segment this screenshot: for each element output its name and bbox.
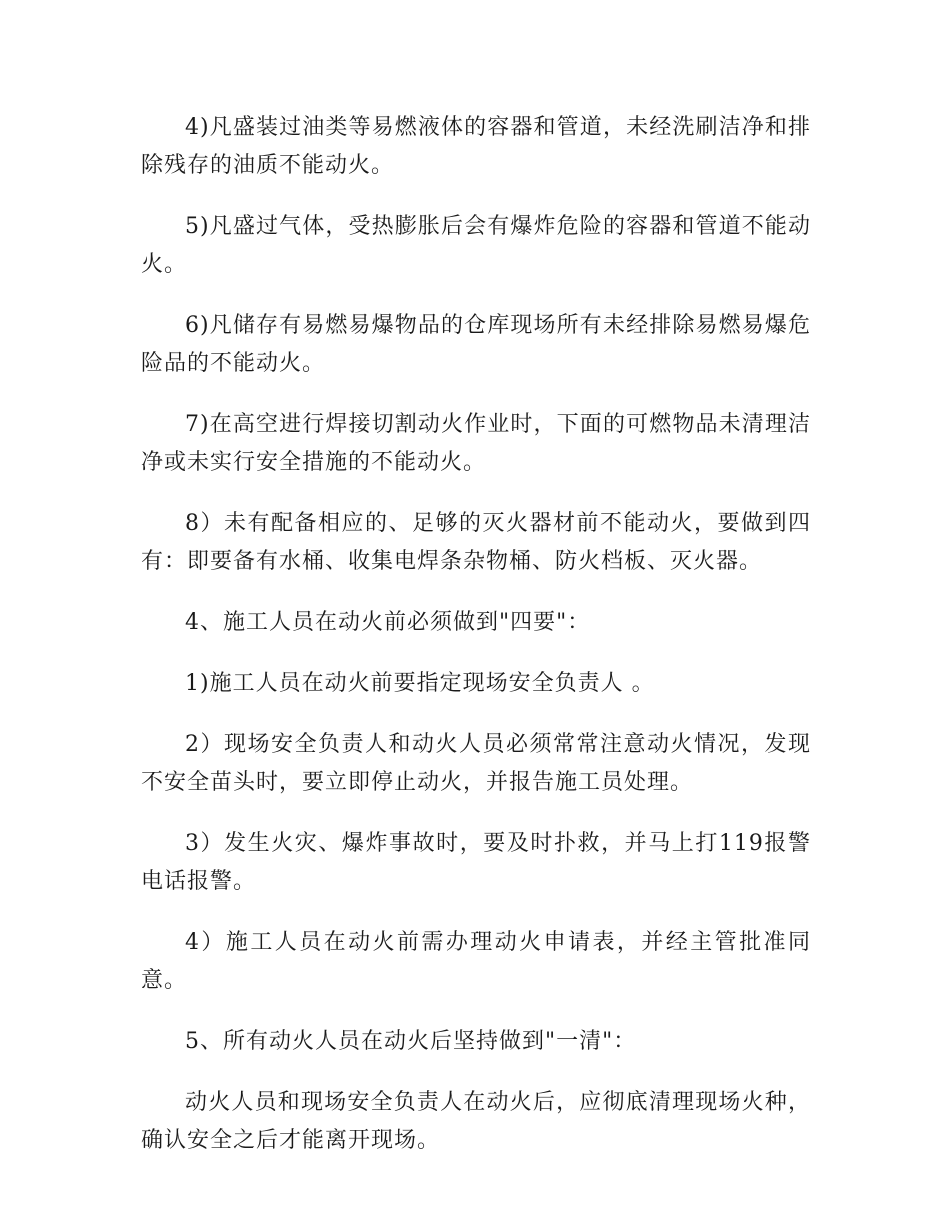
paragraph-item-4: 4)凡盛装过油类等易燃液体的容器和管道，未经洗刷洁净和排除残存的油质不能动火。 bbox=[141, 115, 811, 178]
document-body bbox=[141, 109, 811, 1183]
paragraph-must-2: 2）现场安全负责人和动火人员必须常常注意动火情况，发现不安全苗头时，要立即停止动火，并报告施工员处理。 bbox=[141, 732, 811, 795]
paragraph-item-6: 6)凡储存有易燃易爆物品的仓库现场所有未经排除易燃易爆危险品的不能动火。 bbox=[141, 313, 811, 376]
paragraph-item-8: 8）未有配备相应的、足够的灭火器材前不能动火，要做到四有：即要备有水桶、收集电焊条杂物桶、防火档板、灭火器。 bbox=[141, 511, 811, 574]
section-heading-one-clear: 5、所有动火人员在动火后坚持做到"一清"： bbox=[185, 1029, 637, 1054]
paragraph-one-clear: 动火人员和现场安全负责人在动火后，应彻底清理现场火种，确认安全之后才能离开现场。 bbox=[141, 1090, 811, 1153]
paragraph-item-5: 5)凡盛过气体，受热膨胀后会有爆炸危险的容器和管道不能动火。 bbox=[141, 214, 811, 277]
paragraph-item-7: 7)在高空进行焊接切割动火作业时，下面的可燃物品未清理洁净或未实行安全措施的不能动火。 bbox=[141, 412, 811, 475]
paragraph-must-3: 3）发生火灾、爆炸事故时，要及时扑救，并马上打119报警电话报警。 bbox=[141, 831, 811, 894]
paragraph-must-1: 1)施工人员在动火前要指定现场安全负责人 。 bbox=[185, 671, 655, 696]
paragraph-must-4: 4）施工人员在动火前需办理动火申请表，并经主管批准同意。 bbox=[141, 930, 811, 993]
section-heading-four-musts: 4、施工人员在动火前必须做到"四要"： bbox=[185, 610, 591, 635]
